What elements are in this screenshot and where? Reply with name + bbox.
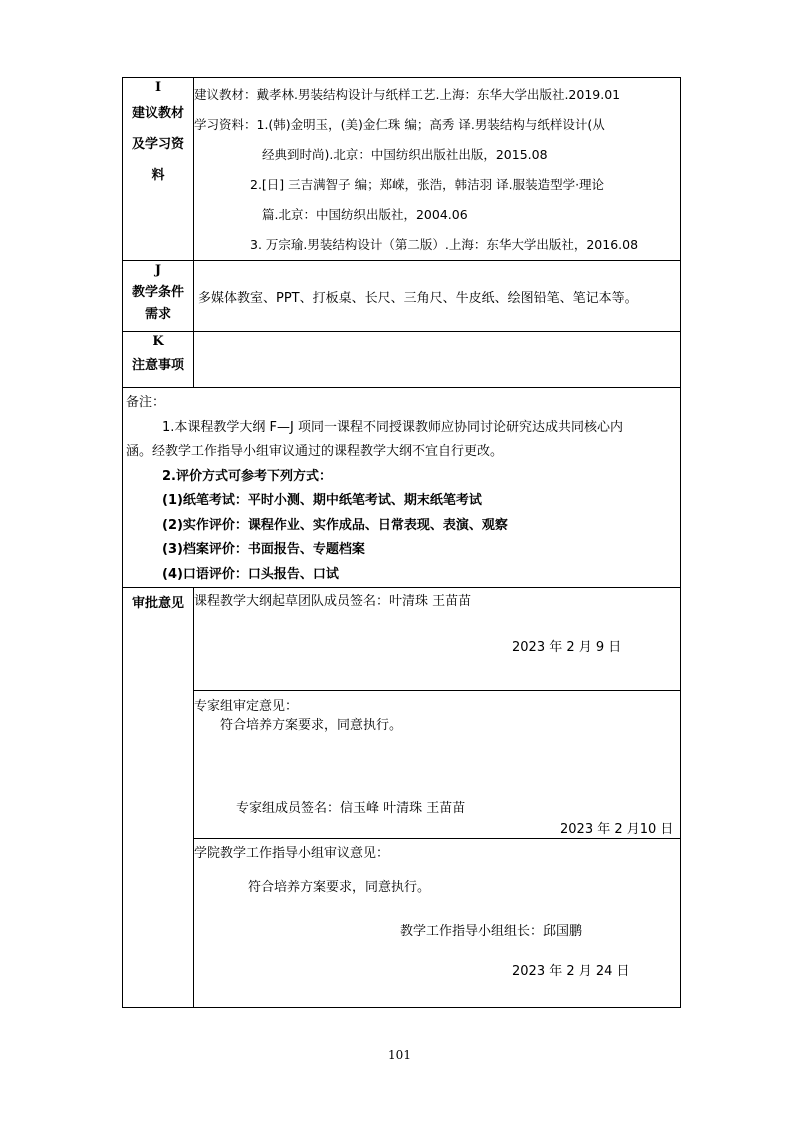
section-i-row <box>123 78 681 261</box>
section-j-row <box>123 261 681 332</box>
expert-opinion-text: 符合培养方案要求，同意执行。 <box>220 718 403 733</box>
section-i-label-line: 及学习资 <box>131 137 184 152</box>
section-j-content <box>194 261 681 332</box>
remarks-title: 备注： <box>126 395 166 410</box>
section-i-code: I <box>154 80 162 95</box>
expert-date: 2023 年 2 月10 日 <box>560 822 674 837</box>
college-opinion-text: 符合培养方案要求，同意执行。 <box>248 880 431 895</box>
reference-line: 2.[日] 三吉满智子 编；郑嵘，张浩，韩洁羽 译.服装造型学·理论 <box>250 177 605 192</box>
approval-college-row <box>123 839 681 1008</box>
remarks-item: (3)档案评价：书面报告、专题档案 <box>162 542 365 557</box>
remarks-item: (1)纸笔考试：平时小测、期中纸笔考试、期末纸笔考试 <box>162 493 482 508</box>
remarks-paragraph: 涵。经教学工作指导小组审议通过的课程教学大纲不宜自行更改。 <box>126 444 504 459</box>
section-i-label <box>123 78 194 261</box>
draft-team-signature: 课程教学大纲起草团队成员签名：叶清珠 王苗苗 <box>194 594 472 609</box>
approval-label <box>123 588 194 1008</box>
page-number: 101 <box>388 1048 411 1062</box>
approval-expert-row <box>123 691 681 839</box>
college-date: 2023 年 2 月 24 日 <box>512 964 630 979</box>
syllabus-table <box>122 77 681 1008</box>
college-cell <box>194 839 681 1008</box>
remarks-paragraph: 1.本课程教学大纲 F—J 项同一课程不同授课教师应协同讨论研究达成共同核心内 <box>162 419 623 435</box>
draft-date: 2023 年 2 月 9 日 <box>512 640 622 655</box>
textbook-line: 建议教材：戴孝林.男装结构设计与纸样工艺.上海：东华大学出版社.2019.01 <box>194 87 621 102</box>
section-i-content <box>194 78 681 261</box>
reference-line: 3. 万宗瑜.男装结构设计（第二版）.上海：东华大学出版社，2016.08 <box>250 237 639 252</box>
section-i-label-line: 建议教材 <box>131 106 184 121</box>
expert-signature: 专家组成员签名：信玉峰 叶清珠 王苗苗 <box>236 801 466 816</box>
remarks-item: (4)口语评价：口头报告、口试 <box>162 566 339 582</box>
remarks-row <box>123 388 681 588</box>
remarks-item: (2)实作评价：课程作业、实作成品、日常表现、表演、观察 <box>162 517 508 533</box>
reference-line: 经典到时尚).北京：中国纺织出版社出版，2015.08 <box>262 147 548 162</box>
expert-opinion-title: 专家组审定意见： <box>194 699 299 714</box>
reference-line: 学习资料：1.(韩)金明玉，(美)金仁珠 编；高秀 译.男装结构与纸样设计(从 <box>194 117 605 132</box>
section-k-label-line: 注意事项 <box>131 358 184 373</box>
section-j-label-line: 需求 <box>144 307 171 322</box>
section-k-content <box>194 332 681 388</box>
expert-cell <box>194 691 681 839</box>
section-k-row <box>123 332 681 388</box>
reference-line: 篇.北京：中国纺织出版社，2004.06 <box>262 207 468 222</box>
section-k-code: K <box>152 334 164 349</box>
approval-label-text: 审批意见 <box>131 596 184 611</box>
approval-draft-row <box>123 588 681 691</box>
college-signature: 教学工作指导小组组长：邱国鹏 <box>400 924 583 939</box>
section-j-label-line: 教学条件 <box>131 285 184 300</box>
section-j-code: J <box>154 263 162 278</box>
section-i-label-line: 料 <box>151 168 165 183</box>
college-opinion-title: 学院教学工作指导小组审议意见： <box>194 846 390 861</box>
teaching-conditions-text: 多媒体教室、PPT、打板桌、长尺、三角尺、牛皮纸、绘图铅笔、笔记本等。 <box>198 290 638 306</box>
section-k-label <box>123 332 194 388</box>
remarks-cell <box>123 388 681 588</box>
draft-team-cell <box>194 588 681 691</box>
section-j-label <box>123 261 194 332</box>
remarks-item: 2.评价方式可参考下列方式： <box>162 468 332 484</box>
